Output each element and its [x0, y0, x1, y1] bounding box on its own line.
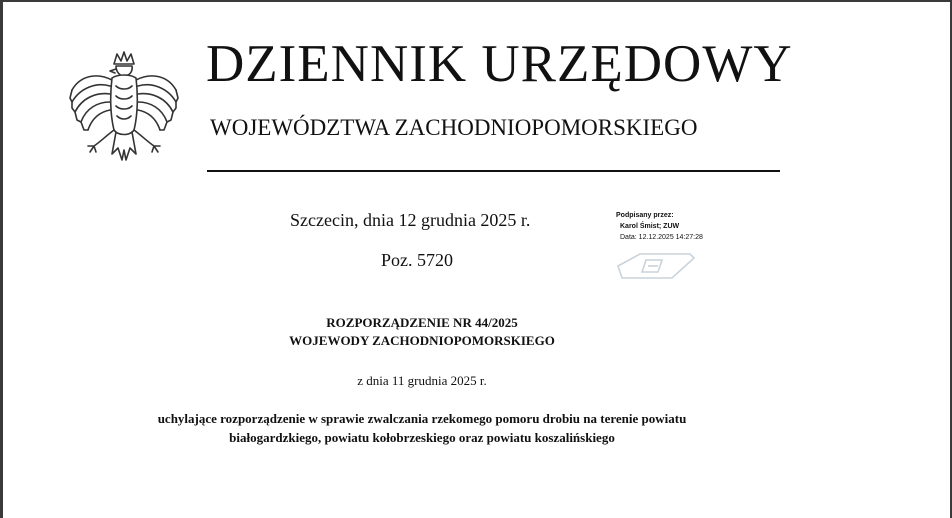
- journal-title: DZIENNIK URZĘDOWY: [206, 35, 793, 93]
- polish-eagle-emblem-icon: [66, 50, 182, 174]
- act-title-line-1: ROZPORZĄDZENIE NR 44/2025: [326, 315, 518, 330]
- signature-name: Karol Śmist; ZUW: [620, 223, 680, 230]
- window-top-border: [0, 0, 952, 2]
- position-number: Poz. 5720: [381, 250, 453, 270]
- act-title-line-2: WOJEWODY ZACHODNIOPOMORSKIEGO: [289, 333, 555, 348]
- signature-heading: Podpisany przez:: [616, 212, 674, 219]
- act-date: z dnia 11 grudnia 2025 r.: [357, 373, 487, 388]
- digital-signature-block: [616, 210, 726, 282]
- issue-place-date: Szczecin, dnia 12 grudnia 2025 r.: [290, 210, 531, 230]
- signature-date: Data: 12.12.2025 14:27:28: [620, 234, 703, 241]
- act-subject-line-1: uchylające rozporządzenie w sprawie zwalczania rzekomego pomoru drobiu na terenie powiatu: [157, 411, 687, 426]
- signature-stamp-icon: [616, 252, 696, 280]
- header-divider: [207, 170, 780, 172]
- act-subject-line-2: białogardzkiego, powiatu kołobrzeskiego oraz powiatu koszalińskiego: [229, 430, 615, 445]
- journal-subtitle: WOJEWÓDZTWA ZACHODNIOPOMORSKIEGO: [210, 115, 698, 140]
